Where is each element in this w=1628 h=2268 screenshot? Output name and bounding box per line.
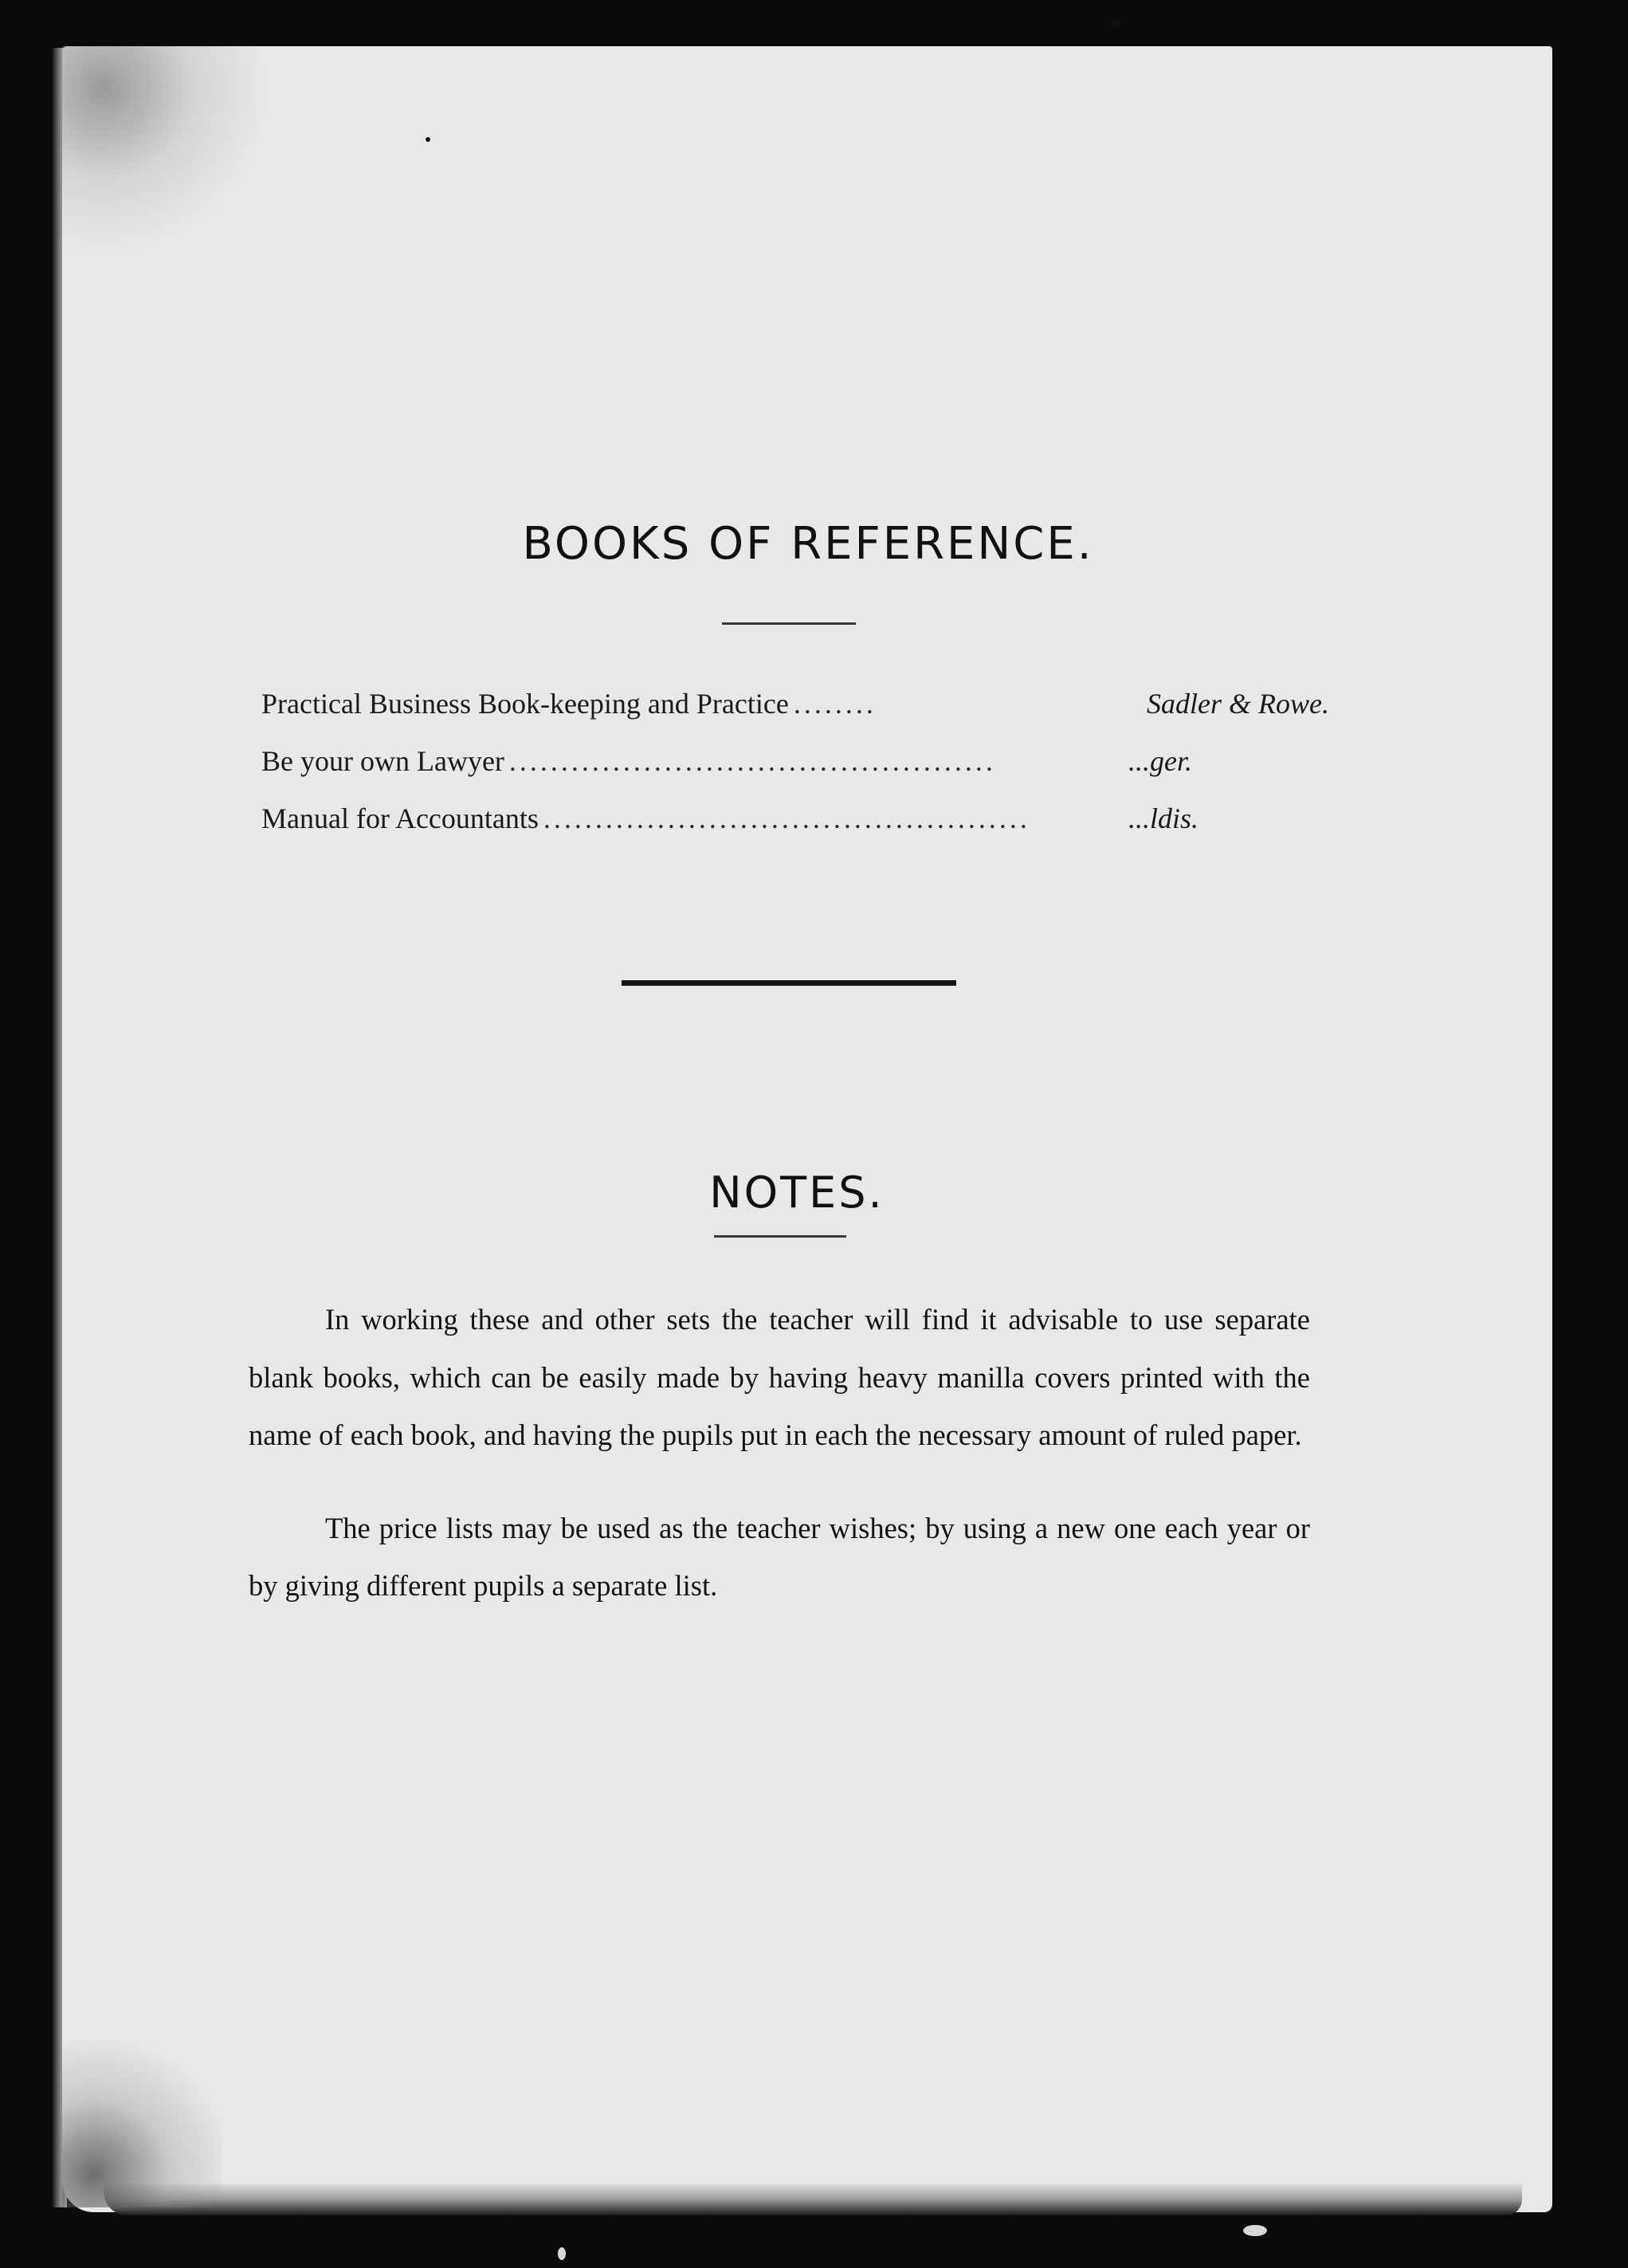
notes-body [249, 1291, 1310, 1615]
short-rule [714, 1235, 846, 1238]
reference-entry [261, 687, 1329, 744]
reference-title: Manual for Accountants [261, 802, 539, 834]
reference-author: ...ger. [1128, 745, 1192, 777]
section-divider [622, 980, 956, 986]
dot-leader: ............................................... [508, 745, 996, 777]
short-rule [722, 622, 856, 625]
notes-heading: NOTES. [709, 1167, 885, 1218]
reference-title: Be your own Lawyer [261, 745, 504, 777]
reference-author: Sadler & Rowe. [1147, 688, 1329, 720]
notes-paragraph: The price lists may be used as the teacher wishes; by using a new one each year or by giving different pupils a separate list. [249, 1511, 1310, 1602]
dot-leader: ........ [793, 688, 877, 720]
reference-entry [261, 802, 1329, 859]
books-of-reference-heading: BOOKS OF REFERENCE. [522, 517, 1094, 570]
dot-leader: ............................................... [543, 802, 1030, 834]
notes-paragraph: In working these and other sets the teacher will find it advisable to use separate blank books, which can be easily made by having heavy manilla covers printed with the name of each book, and having the pupils put in each the necessary amount of ruled paper. [249, 1303, 1310, 1451]
reference-entry [261, 744, 1329, 802]
reference-title: Practical Business Book-keeping and Practice [261, 688, 789, 720]
reference-author: ...ldis. [1128, 802, 1199, 834]
reference-list [261, 687, 1329, 859]
